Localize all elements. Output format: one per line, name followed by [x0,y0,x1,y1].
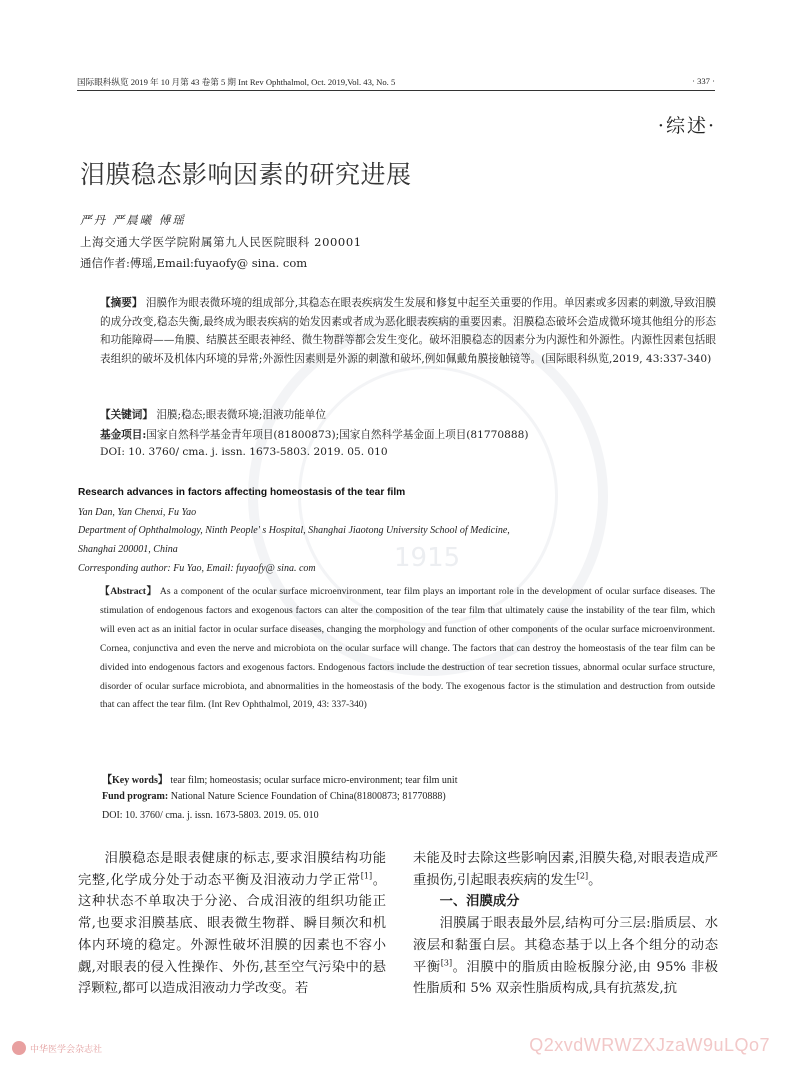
document-code-watermark: Q2xvdWRWZXJzaW9uLQo7 [529,1035,770,1055]
cn-keywords-text: 泪膜;稳态;眼表微环境;泪液功能单位 [156,409,326,421]
body-text: 。泪膜中的脂质由睑板腺分泌,由 95% 非极性脂质和 5% 双亲性脂质构成,具有抗蒸发,抗 [413,959,719,997]
cn-doi: DOI: 10. 3760/ cma. j. issn. 1673-5803. 2019. 05. 010 [100,446,388,458]
en-affiliation-1: Department of Ophthalmology, Ninth People' s Hospital, Shanghai Jiaotong University School of Medicine, [78,525,510,536]
en-correspondence: Corresponding author: Fu Yao, Email: fuyaofy@ sina. com [78,563,316,574]
authors: 严丹 严晨曦 傅瑶 [80,213,186,227]
seal-year: 1915 [394,543,461,573]
body-text: 泪膜稳态是眼表健康的标志,要求泪膜结构功能完整,化学成分处于动态平衡及泪液动力学正常 [78,851,386,888]
en-keywords-text: tear film; homeostasis; ocular surface micro-environment; tear film unit [170,775,458,786]
en-abstract-text: As a component of the ocular surface microenvironment, tear film plays an important role in the development of ocular surface diseases. The stimulation of endogenous factors and exogenous factors can alter the composition of the tear film that ultimately cause the instability of the tear film, which will even act as an initial factor in ocular surface diseases, changing the morphology and function of other components of the ocular surface microenvironment. Cornea, conjunctiva and even the nerve and microbiota on the ocular surface will change. The factors that can destroy the homeostasis of the tear film can be divided into endogenous factors and exogenous factors. Endogenous factors include the destruction of tear secretion tissues, abnormal ocular surface structure, disorder of ocular surface microbiota, and abnormalities in the homeostasis of the body. The exogenous factor is the stimulation and destruction from outside that can affect the tear film. (Int Rev Ophthalmol, 2019, 43: 337-340) [100,586,715,711]
en-keywords [102,771,457,786]
cn-fund-label: 基金项目: [100,429,147,441]
body-text: 泪膜属于眼表最外层,结构可分三层:脂质层、水液层和黏蛋白层。其稳态基于以上各个组分的动态平衡 [413,916,718,975]
body-paragraph [413,848,718,891]
en-authors: Yan Dan, Yan Chenxi, Fu Yao [78,507,197,518]
citation-ref: [3] [440,958,453,968]
body-column-right [413,848,718,1000]
en-fund [102,791,446,802]
header-rule [77,90,715,91]
page-number: · 337 · [692,76,715,86]
en-doi: DOI: 10. 3760/ cma. j. issn. 1673-5803. 2019. 05. 010 [102,810,319,821]
en-affiliation-2: Shanghai 200001, China [78,544,178,555]
correspondence: 通信作者:傅瑶,Email:fuyaofy@ sina. com [80,256,308,270]
citation-ref: [1] [360,871,373,881]
cn-abstract [80,294,716,369]
en-fund-text: National Nature Science Foundation of China(81800873; 81770888) [170,791,446,802]
body-paragraph [413,913,718,1000]
body-paragraph [78,848,386,1000]
cn-fund-text: 国家自然科学基金青年项目(81800873);国家自然科学基金面上项目(81770888) [146,429,529,441]
article-title: 泪膜稳态影响因素的研究进展 [80,160,412,189]
citation-ref: [2] [576,871,589,881]
en-abstract-label: 【Abstract】 [100,586,157,597]
en-keywords-label: 【Key words】 [102,775,168,786]
publisher-name: 中华医学会杂志社 [30,1045,103,1055]
cn-abstract-text: 泪膜作为眼表微环境的组成部分,其稳态在眼表疾病发生发展和修复中起至关重要的作用。单因素或多因素的刺激,导致泪膜的成分改变,稳态失衡,最终成为眼表疾病的始发因素或者成为恶化眼表疾病的重要因素。泪膜稳态破坏会造成微环境其他组分的形态和功能障碍——角膜、结膜甚至眼表神经、微生物群等都会发生变化。破坏泪膜稳态的因素分为内源性和外源性。内源性因素包括眼表组织的破坏及机体内环境的异常;外源性因素则是外源的刺激和破坏,例如佩戴角膜接触镜等。(国际眼科纵览,2019, 43:337-340) [100,297,716,366]
publisher-mark-icon [12,1041,26,1055]
body-text: 。 [588,872,602,888]
publisher-logo [12,1041,132,1055]
journal-citation: 国际眼科纵览 2019 年 10 月第 43 卷第 5 期 Int Rev Ophthalmol, Oct. 2019,Vol. 43, No. 5 [77,77,396,87]
body-text: 。这种状态不单取决于分泌、合成泪液的组织功能正常,也要求泪膜基底、眼表微生物群、瞬目频次和机体内环境的稳定。外源性破坏泪膜的因素也不容小觑,对眼表的侵入性操作、外伤,甚至空气污染中的悬浮颗粒,都可以造成泪液动力学改变。若 [78,872,387,997]
en-fund-label: Fund program: [102,791,169,802]
section-label: ·综述· [657,115,716,137]
body-column-left [78,848,386,1000]
en-title: Research advances in factors affecting homeostasis of the tear film [78,487,406,498]
en-abstract [78,583,715,715]
cn-abstract-label: 【摘要】 [100,297,143,309]
cn-keywords [100,407,326,422]
body-text: 未能及时去除这些影响因素,泪膜失稳,对眼表造成严重损伤,引起眼表疾病的发生 [413,851,718,888]
affiliation: 上海交通大学医学院附属第九人民医院眼科 200001 [80,235,362,249]
cn-fund [100,427,529,442]
cn-keywords-label: 【关键词】 [100,409,153,421]
section-heading: 一、泪膜成分 [439,894,520,910]
